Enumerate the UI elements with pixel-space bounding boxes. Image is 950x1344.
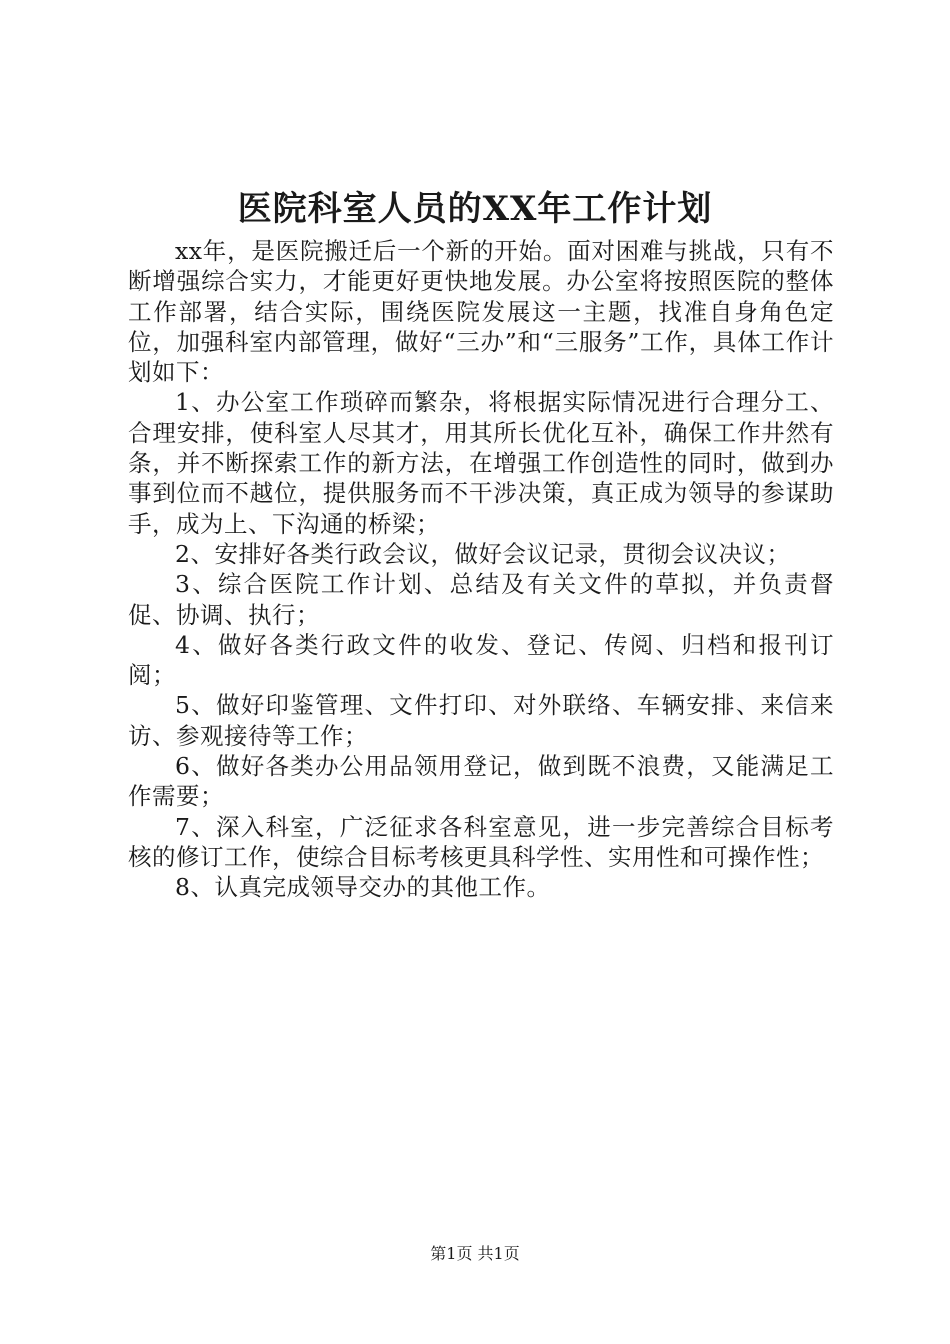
paragraph-item-7: 7、深入科室，广泛征求各科室意见，进一步完善综合目标考核的修订工作，使综合目标考核更具科学性、实用性和可操作性； xyxy=(128,812,834,871)
document-body xyxy=(128,236,834,903)
paragraph-item-8: 8、认真完成领导交办的其他工作。 xyxy=(175,873,551,902)
page-number-footer: 第1页 共1页 xyxy=(430,1244,520,1263)
paragraph-item-2: 2、安排好各类行政会议，做好会议记录，贯彻会议决议； xyxy=(175,539,791,568)
paragraph-intro: xx年，是医院搬迁后一个新的开始。面对困难与挑战，只有不断增强综合实力，才能更好更快地发展。办公室将按照医院的整体工作部署，结合实际，围绕医院发展这一主题，找准自身角色定位，加强科室内部管理，做好“三办”和“三服务”工作，具体工作计划如下： xyxy=(128,237,834,387)
paragraph-item-3: 3、综合医院工作计划、总结及有关文件的草拟，并负责督促、协调、执行； xyxy=(128,570,834,629)
paragraph-item-1: 1、办公室工作琐碎而繁杂，将根据实际情况进行合理分工、合理安排，使科室人尽其才，用其所长优化互补，确保工作井然有条，并不断探索工作的新方法，在增强工作创造性的同时，做到办事到位而不越位，提供服务而不干涉决策，真正成为领导的参谋助手，成为上、下沟通的桥梁； xyxy=(128,388,834,538)
paragraph-item-6: 6、做好各类办公用品领用登记，做到既不浪费，又能满足工作需要； xyxy=(128,752,834,811)
paragraph-item-4: 4、做好各类行政文件的收发、登记、传阅、归档和报刊订阅； xyxy=(128,630,834,690)
document-title: 医院科室人员的XX年工作计划 xyxy=(237,189,713,229)
paragraph-item-5: 5、做好印鉴管理、文件打印、对外联络、车辆安排、来信来访、参观接待等工作； xyxy=(128,691,834,750)
